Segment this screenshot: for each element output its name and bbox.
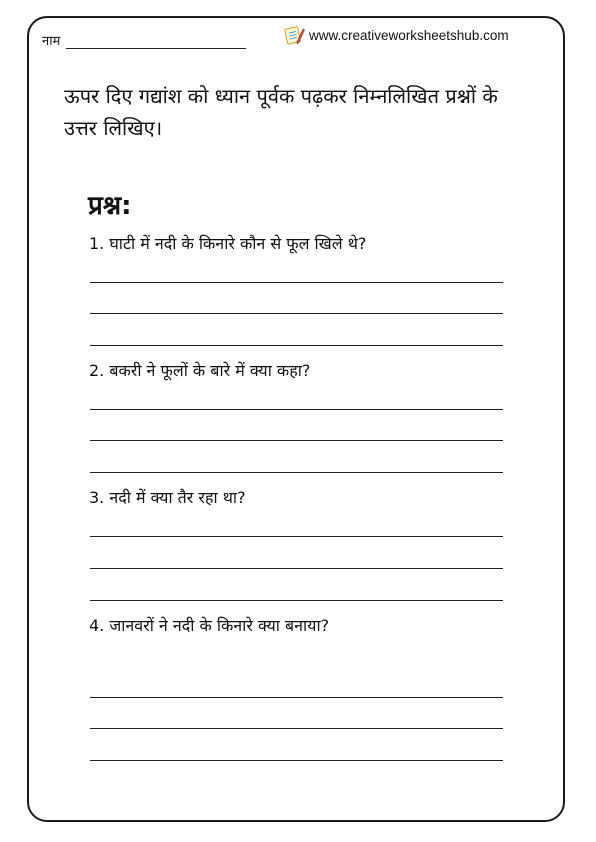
- questions-heading: प्रश्न:: [88, 191, 132, 221]
- answer-line[interactable]: [90, 345, 503, 346]
- answer-line[interactable]: [90, 600, 503, 601]
- name-row: [42, 31, 246, 49]
- answer-line[interactable]: [90, 697, 503, 698]
- answer-line[interactable]: [90, 728, 503, 729]
- answer-line[interactable]: [90, 568, 503, 569]
- pencil-paper-icon: [283, 24, 305, 46]
- question-4: 4. जानवरों ने नदी के किनारे क्या बनाया?: [89, 616, 330, 635]
- answer-line[interactable]: [90, 472, 503, 473]
- answer-line[interactable]: [90, 409, 503, 410]
- answer-line[interactable]: [90, 536, 503, 537]
- question-2: 2. बकरी ने फूलों के बारे में क्या कहा?: [89, 361, 311, 380]
- answer-line[interactable]: [90, 760, 503, 761]
- question-3: 3. नदी में क्या तैर रहा था?: [89, 488, 246, 507]
- website-header: [283, 24, 509, 46]
- instructions-text: ऊपर दिए गद्यांश को ध्यान पूर्वक पढ़कर निम्नलिखित प्रश्नों के उत्तर लिखिए।: [64, 84, 498, 140]
- website-url: www.creativeworksheetshub.com: [309, 27, 509, 43]
- question-1: 1. घाटी में नदी के किनारे कौन से फूल खिले थे?: [89, 234, 367, 253]
- name-label: नाम: [42, 34, 61, 49]
- answer-line[interactable]: [90, 313, 503, 314]
- answer-line[interactable]: [90, 282, 503, 283]
- answer-line[interactable]: [90, 440, 503, 441]
- name-field[interactable]: [66, 36, 246, 49]
